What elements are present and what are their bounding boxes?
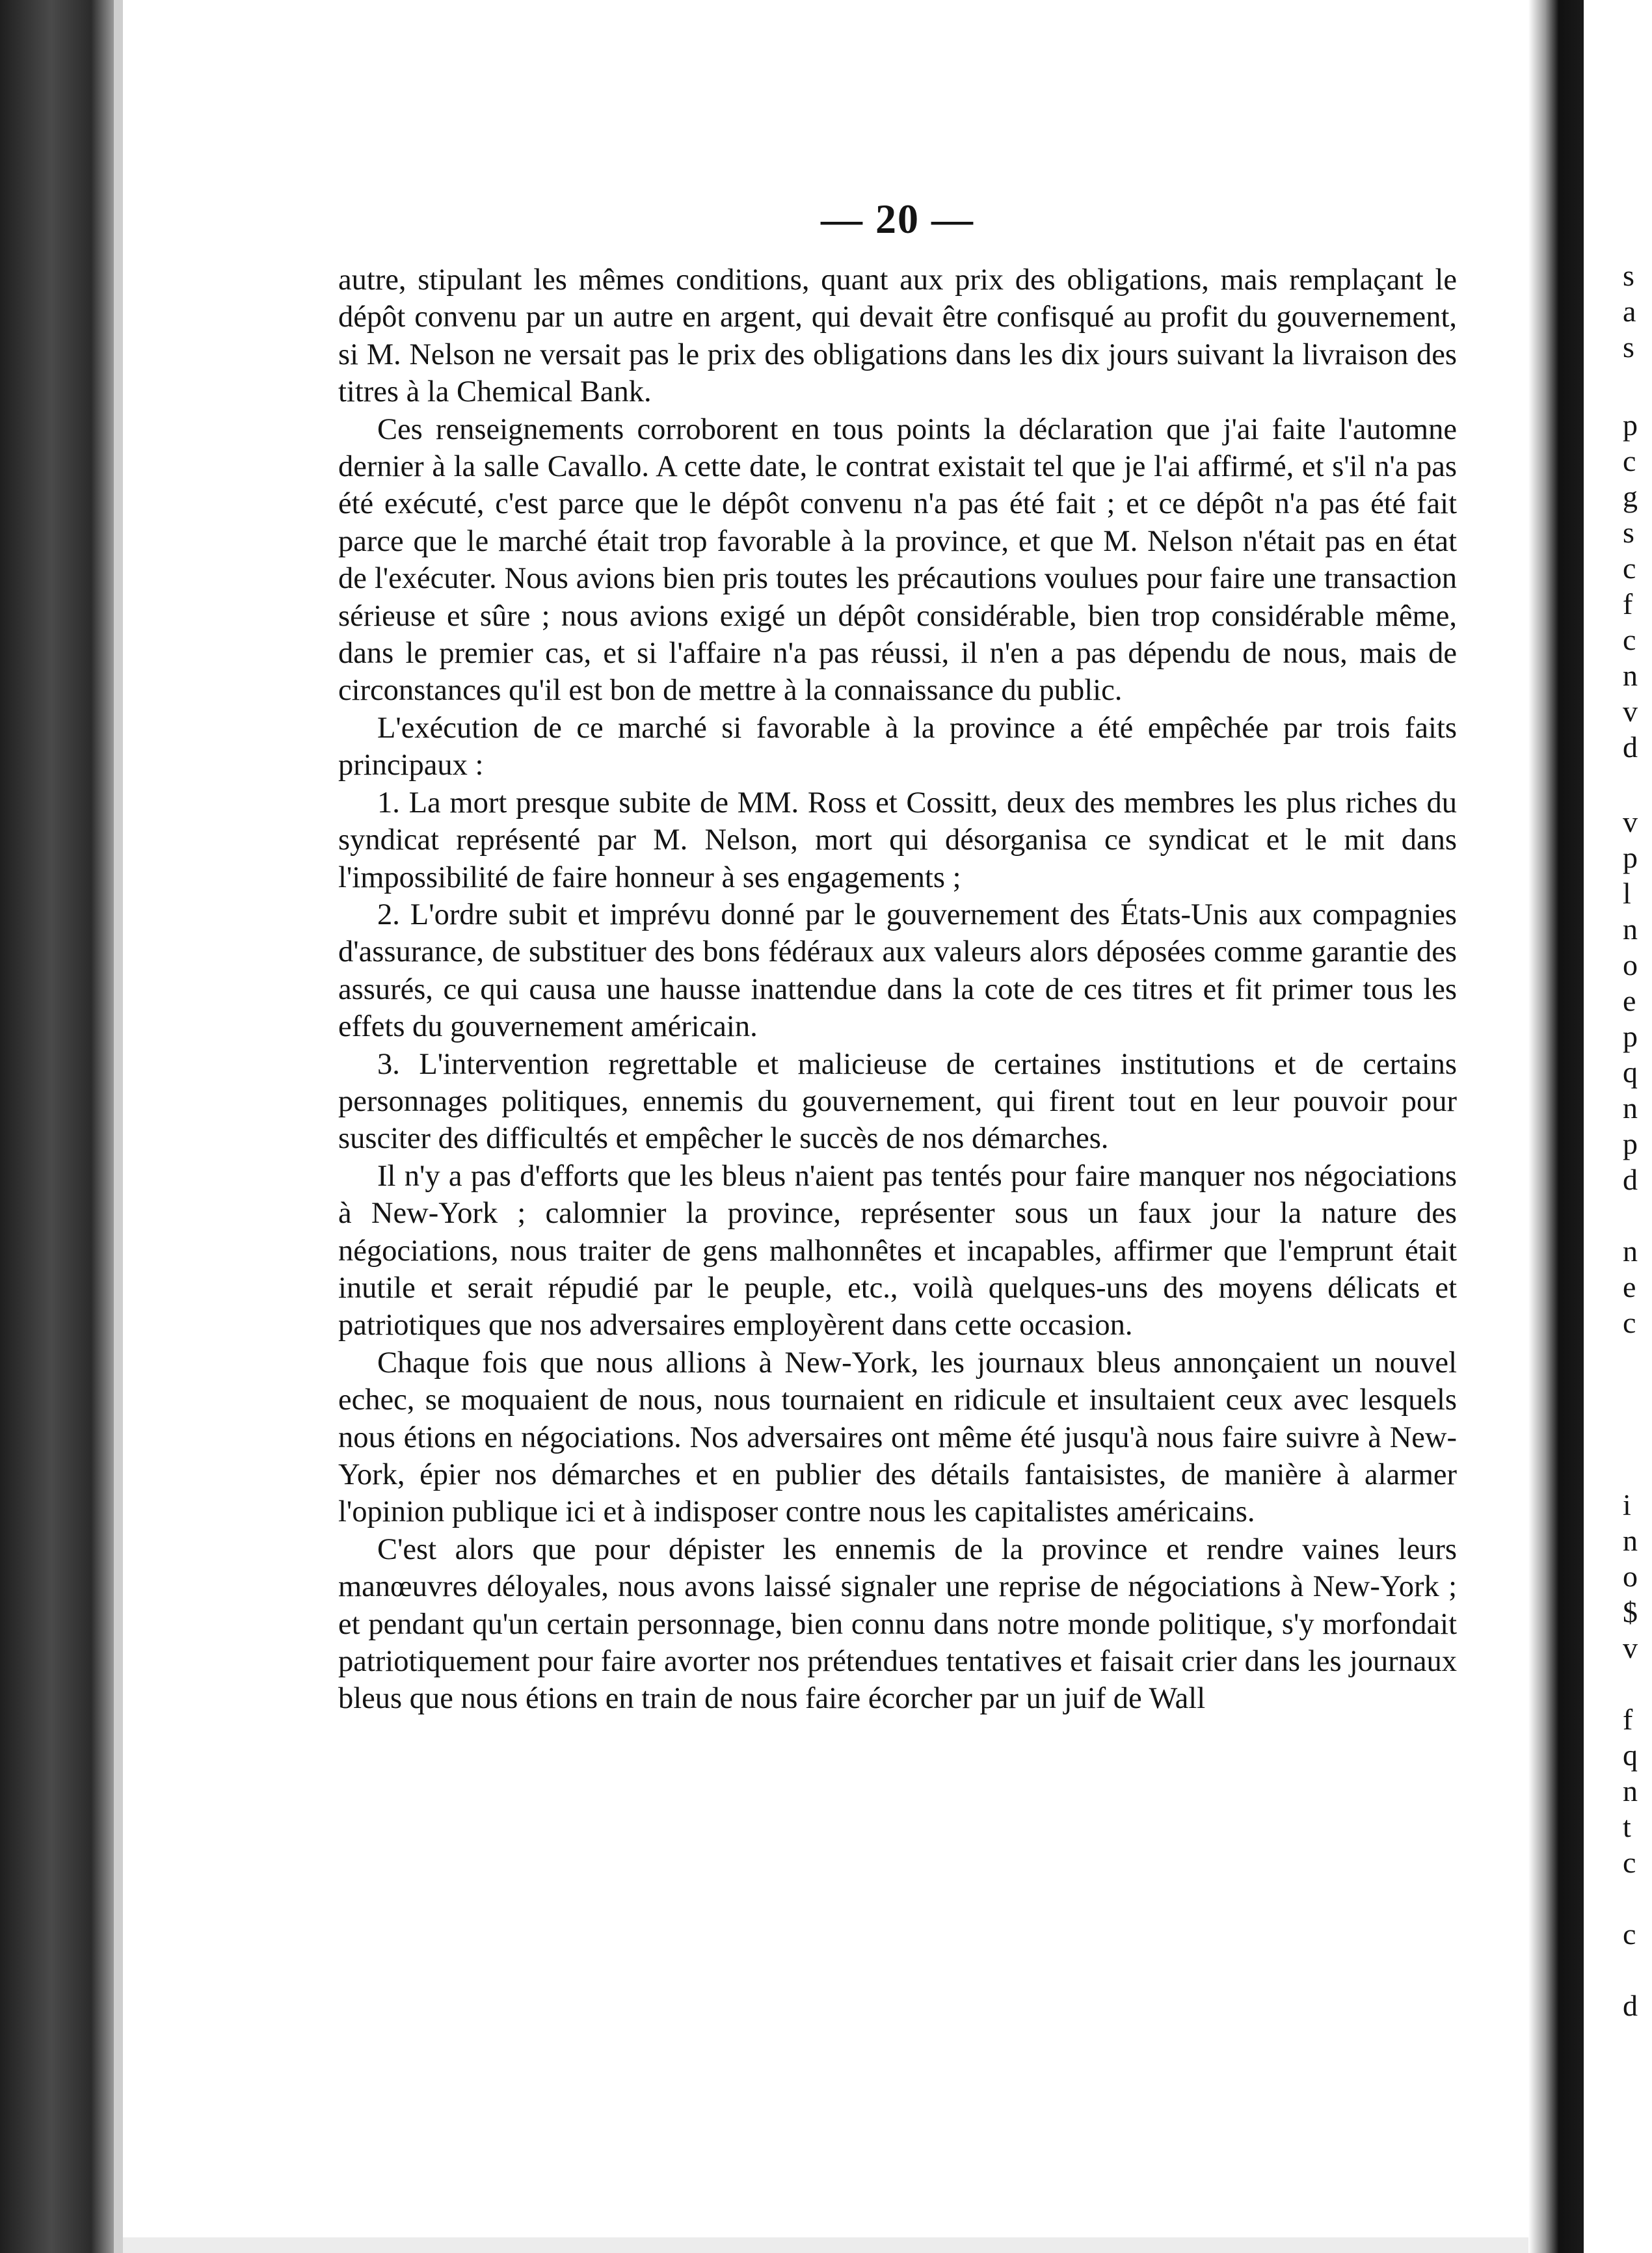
facing-page-fragment: v	[1623, 805, 1638, 838]
facing-page-fragment: d	[1623, 1989, 1638, 2022]
paragraph: Chaque fois que nous allions à New-York, les journaux bleus annonçaient un nouvel echec, se moquaient de nous, nous tournaient en ridicule et insultaient ceux avec lesquels nous étions en négociations. Nos adversaires ont même été jusqu'à nous faire suivre à New-York, épier nos démarches et en publier des détails fantaisistes, de manière à alarmer l'opinion publique ici et à indisposer contre nous les capitalistes américains.	[338, 1346, 1457, 1529]
facing-page-fragment: q	[1623, 1056, 1638, 1089]
facing-page-fragment: s	[1623, 330, 1634, 364]
facing-page-fragment: p	[1623, 408, 1638, 442]
facing-page-fragment: d	[1623, 730, 1638, 764]
facing-page-fragment: p	[1623, 1020, 1638, 1053]
facing-page-fragment: c	[1623, 1306, 1636, 1339]
facing-page-fragment: n	[1623, 1524, 1638, 1557]
facing-page-fragment: s	[1623, 516, 1634, 549]
facing-page-fragment: p	[1623, 841, 1638, 874]
facing-page-fragment: e	[1623, 1270, 1636, 1303]
paragraph: Ces renseignements corroborent en tous points la déclaration que j'ai faite l'automne dernier à la salle Cavallo. A cette date, le contrat existait tel que je l'ai affirmé, et s'il n'a pas été exécuté, c'est parce que le dépôt convenu n'a pas été fait ; et ce dépôt n'a pas été fait parce que le marché était trop favorable à la province, et que M. Nelson n'était pas en état de l'exécuter. Nous avions bien pris toutes les précautions voulues pour faire une transaction sérieuse et sûre ; nous avions exigé un dépôt considérable, bien trop considérable même, dans le premier cas, et si l'affaire n'a pas réussi, il n'en a pas dépendu de nous, mais de circonstances qu'il est bon de mettre à la connaissance du public.	[338, 412, 1457, 708]
facing-page-fragment: c	[1623, 444, 1636, 477]
facing-page-fragment: f	[1623, 587, 1633, 620]
facing-page-fragment: a	[1623, 295, 1636, 328]
list-item-paragraph: 1. La mort presque subite de MM. Ross et Cossitt, deux des membres les plus riches du syndicat représenté par M. Nelson, mort qui désorganisa ce syndicat et le mit dans l'impossibilité de faire honneur à ses engagements ;	[338, 786, 1457, 894]
facing-page-fragment: n	[1623, 1234, 1638, 1268]
facing-page-fragment: l	[1623, 877, 1631, 910]
list-item-paragraph: 3. L'intervention regrettable et malicieuse de certaines institutions et de certains personnages politiques, ennemis du gouvernement, qui firent tout en leur pouvoir pour susciter des difficultés et empêcher le succès de nos démarches.	[338, 1047, 1457, 1156]
scan-binding-gutter	[1528, 0, 1584, 2253]
page-number: — 20 —	[821, 196, 974, 242]
facing-page-fragment: v	[1623, 695, 1638, 728]
paragraph: L'exécution de ce marché si favorable à la province a été empêchée par trois faits principaux :	[338, 711, 1457, 782]
facing-page-fragment: e	[1623, 984, 1636, 1017]
facing-page-fragment: q	[1623, 1739, 1638, 1772]
scan-left-margin-rule	[114, 0, 123, 2253]
facing-page-fragment: v	[1623, 1631, 1638, 1664]
facing-page-fragment: f	[1623, 1703, 1633, 1736]
facing-page-fragment: n	[1623, 913, 1638, 946]
facing-page-fragment: o	[1623, 948, 1638, 981]
facing-page-fragment: c	[1623, 623, 1636, 656]
facing-page-fragment: t	[1623, 1810, 1631, 1843]
paragraph: C'est alors que pour dépister les ennemis de la province et rendre vaines leurs manœuvres déloyales, nous avons laissé signaler une reprise de négociations à New-York ; et pendant qu'un certain personnage, bien connu dans notre monde politique, s'y morfondait patriotiquement pour faire avorter nos prétendues tentatives et faisait crier dans les journaux bleus que nous étions en train de nous faire écorcher par un juif de Wall	[338, 1532, 1457, 1716]
facing-page-fragment: p	[1623, 1127, 1638, 1160]
paragraph: autre, stipulant les mêmes conditions, quant aux prix des obligations, mais remplaçant le dépôt convenu par un autre en argent, qui devait être confisqué au profit du gouvernement, si M. Nelson ne versait pas le prix des obligations dans les dix jours suivant la livraison des titres à la Chemical Bank.	[338, 263, 1457, 409]
facing-page-fragment: c	[1623, 1917, 1636, 1951]
facing-page-fragment: n	[1623, 1091, 1638, 1125]
facing-page-fragment: o	[1623, 1560, 1638, 1593]
facing-page-fragment: g	[1623, 480, 1638, 513]
scan-left-edge	[0, 0, 114, 2253]
page-body	[338, 261, 1457, 1718]
facing-page-fragment: $	[1623, 1595, 1638, 1629]
scan-bottom-edge	[123, 2237, 1528, 2253]
facing-page-fragment: n	[1623, 659, 1638, 692]
facing-page-edge	[1623, 0, 1652, 2253]
book-page	[338, 195, 1457, 1718]
facing-page-fragment: c	[1623, 1846, 1636, 1879]
facing-page-fragment: d	[1623, 1163, 1638, 1196]
paragraph: Il n'y a pas d'efforts que les bleus n'aient pas tentés pour faire manquer nos négociations à New-York ; calomnier la province, représenter sous un faux jour la nature des négociations, nous traiter de gens malhonnêtes et incapables, affirmer que l'emprunt était inutile et serait répudié par le peuple, etc., voilà quelques-uns des moyens délicats et patriotiques que nos adversaires employèrent dans cette occasion.	[338, 1159, 1457, 1342]
facing-page-fragment: i	[1623, 1488, 1631, 1521]
facing-page-fragment: n	[1623, 1774, 1638, 1807]
list-item-paragraph: 2. L'ordre subit et imprévu donné par le gouvernement des États-Unis aux compagnies d'assurance, de substituer des bons fédéraux aux valeurs alors déposées comme garantie des assurés, ce qui causa une hausse inattendue dans la cote de ces titres et fit primer tous les effets du gouvernement américain.	[338, 898, 1457, 1044]
facing-page-fragment: s	[1623, 259, 1634, 292]
facing-page-fragment: c	[1623, 552, 1636, 585]
